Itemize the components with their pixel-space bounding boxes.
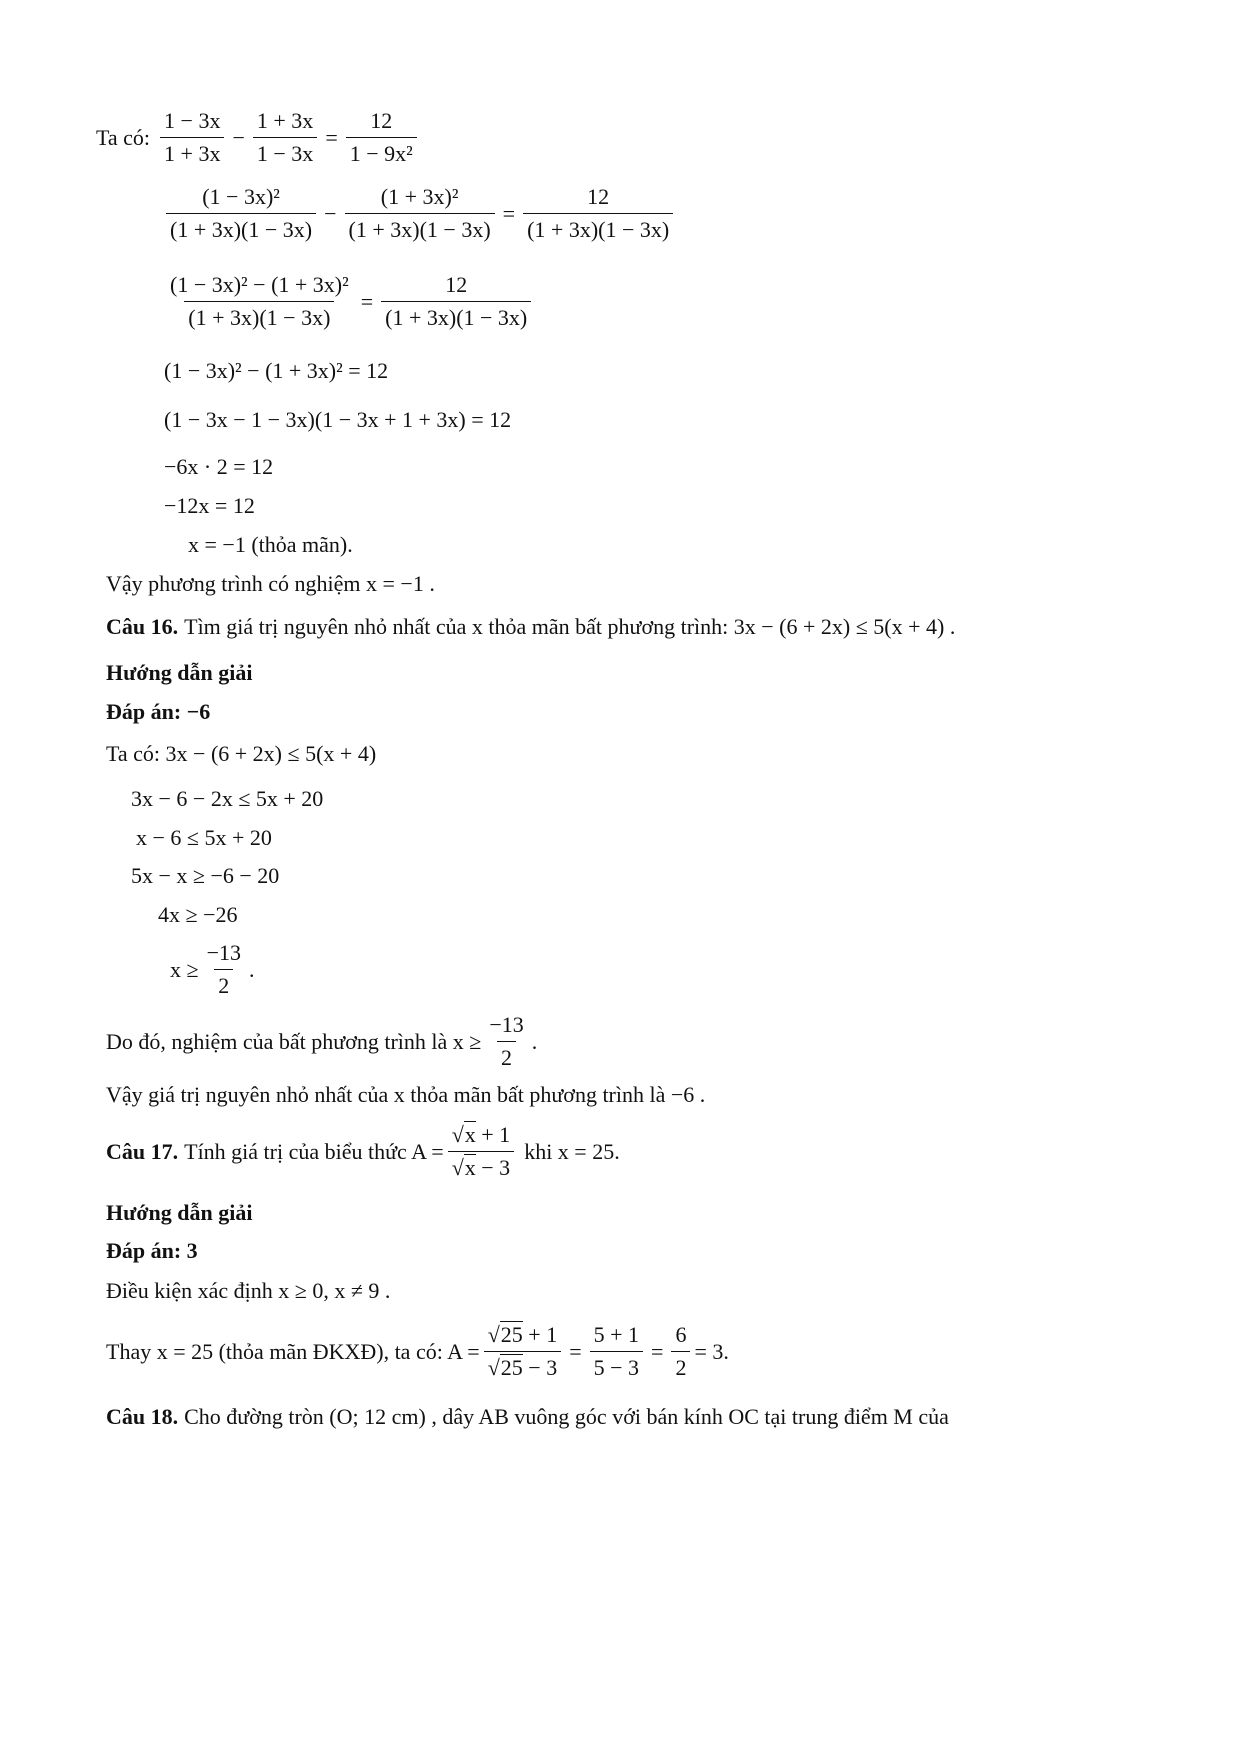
fraction: $\frac{√25 + 1}{√25 - 3}$ bbox=[484, 1322, 562, 1381]
q16-guide: Hướng dẫn giải bbox=[106, 660, 253, 685]
q16-taco: Ta có: 3x − (6 + 2x) ≤ 5(x + 4) bbox=[106, 741, 377, 766]
q17-answer: Đáp án: 3 bbox=[106, 1238, 198, 1263]
q15-line-1: Ta có: $\frac{1 - 3x}{1 + 3x}$ − $\frac{1 + 3x}{1 - 3x}$ = $\frac{12}{\text{1 − 9x²}}$ bbox=[96, 108, 421, 167]
q16-do-do: Do đó, nghiệm của bất phương trình là x ≥ $\frac{-13}{2}$ . bbox=[106, 1012, 538, 1070]
q17-solution: Thay x = 25 (thỏa mãn ĐKXĐ), ta có: A = $\frac{√25 + 1}{√25 - 3}$ = $\frac{5 + 1}{5 - 3}$ = $\frac{6}{2}$ = 3. bbox=[106, 1322, 729, 1380]
q18-statement: Câu 18. Cho đường tròn (O; 12 cm) , dây AB vuông góc với bán kính OC tại trung điểm M của bbox=[106, 1404, 949, 1429]
q15-conclusion: Vậy phương trình có nghiệm x = −1 . bbox=[106, 571, 435, 596]
sqrt-icon: √ bbox=[451, 1122, 464, 1147]
sqrt-icon: √ bbox=[451, 1155, 464, 1180]
q16-step-3: 5x − x ≥ −6 − 20 bbox=[131, 863, 280, 888]
q16-statement bbox=[106, 614, 955, 640]
q15-line-6: −6x · 2 = 12 bbox=[164, 454, 274, 479]
fraction: $\frac{6}{2}$ bbox=[671, 1322, 690, 1381]
fraction: $\frac{√x + 1}{√x - 3}$ bbox=[448, 1122, 515, 1181]
fraction: $\frac{\text{(1 − 3x)² − (1 + 3x)²}}{(1 + 3x)(1 - 3x)}$ bbox=[170, 272, 349, 330]
fraction: $\frac{1 - 3x}{1 + 3x}$ bbox=[160, 108, 224, 167]
fraction: $\frac{\text{(1 + 3x)²}}{(1 + 3x)(1 - 3x)}$ bbox=[345, 184, 495, 243]
q17-statement: Câu 17. Tính giá trị của biểu thức A = $\frac{√x + 1}{√x - 3}$ khi x = 25. bbox=[106, 1122, 620, 1180]
q17-guide: Hướng dẫn giải bbox=[106, 1200, 253, 1225]
q16-step-1: 3x − 6 − 2x ≤ 5x + 20 bbox=[131, 786, 324, 811]
q17-label: Câu 17. bbox=[106, 1138, 179, 1164]
q15-line-8: x = −1 (thỏa mãn). bbox=[188, 532, 353, 557]
q16-step-4: 4x ≥ −26 bbox=[158, 902, 238, 927]
fraction: $\frac{-13}{2}$ bbox=[489, 1012, 524, 1070]
fraction: $\frac{\text{(1 − 3x)²}}{(1 + 3x)(1 - 3x)}$ bbox=[166, 184, 316, 243]
q15-line-2: $\frac{\text{(1 − 3x)²}}{(1 + 3x)(1 - 3x)}$ − $\frac{\text{(1 + 3x)²}}{(1 + 3x)(1 - 3x)}$ = $\frac{12}{(1 + 3x)(1 - 3x)}$ bbox=[162, 184, 677, 243]
q16-step-5: x ≥ $\frac{-13}{2}$ . bbox=[170, 940, 255, 998]
q16-text: Tìm giá trị nguyên nhỏ nhất của x thỏa mãn bất phương trình: 3x − (6 + 2x) ≤ 5(x + 4) . bbox=[184, 614, 956, 639]
q16-label: Câu 16. bbox=[106, 614, 179, 639]
sqrt-icon: √ bbox=[487, 1355, 500, 1380]
fraction: $\frac{12}{(1 + 3x)(1 - 3x)}$ bbox=[523, 184, 673, 243]
q15-line-3: $\frac{\text{(1 − 3x)² − (1 + 3x)²}}{(1 + 3x)(1 - 3x)}$ = $\frac{12}{(1 + 3x)(1 - 3x)}$ bbox=[162, 272, 535, 331]
q18-label: Câu 18. bbox=[106, 1404, 179, 1429]
fraction: $\frac{12}{(1 + 3x)(1 - 3x)}$ bbox=[381, 272, 531, 331]
q15-line-7: −12x = 12 bbox=[164, 493, 255, 518]
q16-answer: Đáp án: −6 bbox=[106, 699, 211, 724]
q15-line-4: (1 − 3x)² − (1 + 3x)² = 12 bbox=[164, 358, 389, 383]
fraction: $\frac{5 + 1}{5 - 3}$ bbox=[590, 1322, 643, 1381]
q16-conclusion: Vậy giá trị nguyên nhỏ nhất của x thỏa mãn bất phương trình là −6 . bbox=[106, 1082, 706, 1107]
fraction: $\frac{1 + 3x}{1 - 3x}$ bbox=[253, 108, 317, 167]
q15-taco: Ta có: bbox=[96, 124, 151, 150]
fraction: $\frac{-13}{2}$ bbox=[206, 940, 241, 998]
fraction: $\frac{12}{\text{1 − 9x²}}$ bbox=[346, 108, 417, 167]
q15-line-5: (1 − 3x − 1 − 3x)(1 − 3x + 1 + 3x) = 12 bbox=[164, 407, 512, 432]
sqrt-icon: √ bbox=[487, 1322, 500, 1347]
q16-step-2: x − 6 ≤ 5x + 20 bbox=[136, 825, 272, 850]
q17-dkxd: Điều kiện xác định x ≥ 0, x ≠ 9 . bbox=[106, 1278, 391, 1303]
